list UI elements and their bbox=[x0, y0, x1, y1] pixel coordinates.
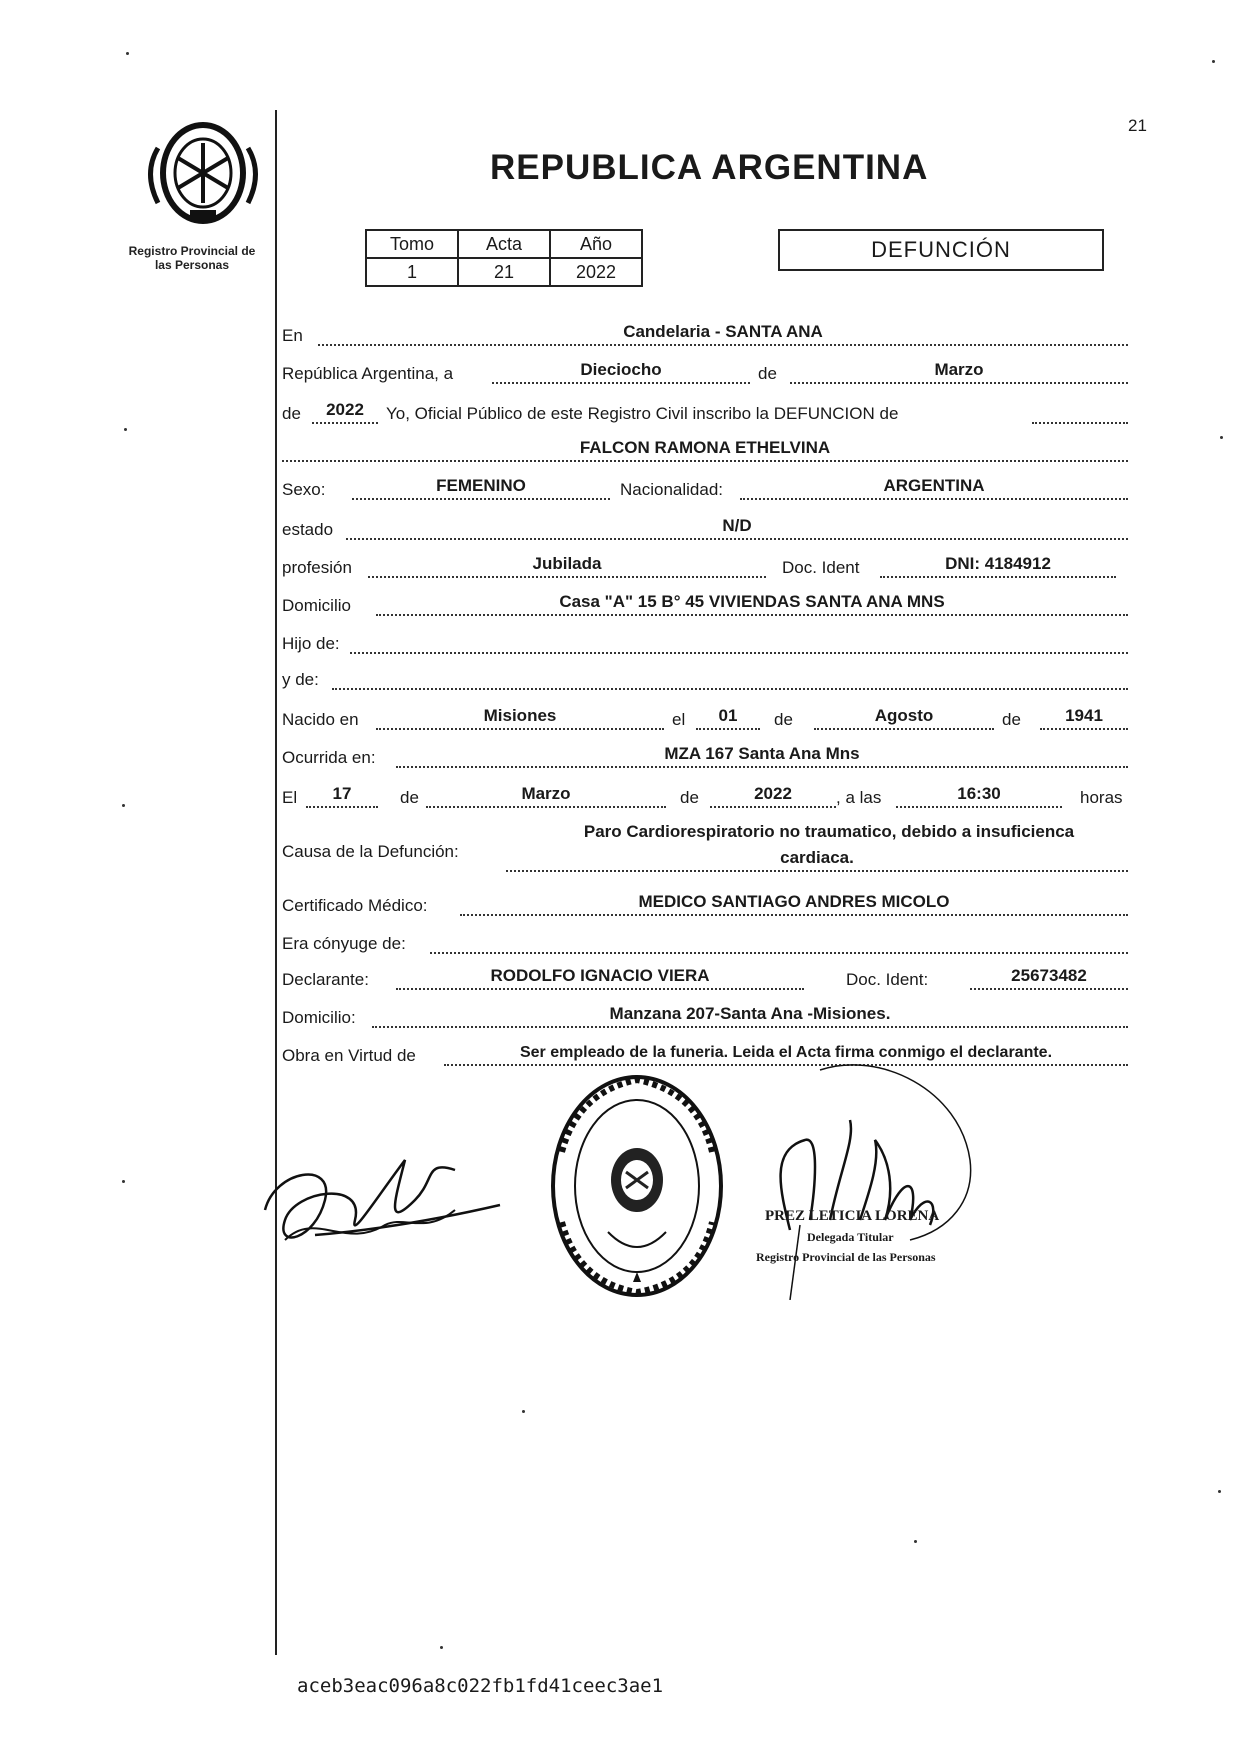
row-domicilio-declarante bbox=[280, 1000, 1130, 1030]
official-organization: Registro Provincial de las Personas bbox=[756, 1250, 936, 1264]
causa-line2: cardiaca. bbox=[780, 848, 854, 867]
el2-label: El bbox=[282, 788, 298, 807]
en-label: En bbox=[282, 326, 303, 345]
scan-speck bbox=[1220, 436, 1223, 439]
estado-label: estado bbox=[282, 520, 334, 539]
declarante-doc-label: Doc. Ident: bbox=[846, 970, 929, 989]
row-domicilio bbox=[280, 588, 1130, 618]
republica-label: República Argentina, a bbox=[282, 364, 454, 383]
conyuge-field bbox=[430, 926, 1128, 954]
domicilio-value: Casa "A" 15 B° 45 VIVIENDAS SANTA ANA MNS bbox=[559, 592, 945, 611]
nacionalidad-value: ARGENTINA bbox=[883, 476, 985, 495]
row-estado bbox=[280, 512, 1130, 542]
row-death-date bbox=[280, 780, 1130, 810]
row-sexo bbox=[280, 472, 1130, 502]
hijo-de-label: Hijo de: bbox=[282, 634, 340, 653]
domicilio-label: Domicilio bbox=[282, 596, 351, 615]
de-year-label: de bbox=[282, 404, 301, 423]
death-year-value: 2022 bbox=[754, 784, 792, 803]
margin-rule bbox=[275, 110, 277, 1655]
estado-value: N/D bbox=[722, 516, 752, 535]
month-value: Marzo bbox=[934, 360, 984, 379]
inscribo-text: Yo, Oficial Público de este Registro Civil inscribo la DEFUNCION de bbox=[386, 404, 899, 423]
certificado-value: MEDICO SANTIAGO ANDRES MICOLO bbox=[638, 892, 950, 911]
certificado-label: Certificado Médico: bbox=[282, 896, 428, 915]
row-en bbox=[280, 318, 1130, 348]
official-stamp bbox=[548, 1072, 726, 1300]
scan-speck bbox=[126, 52, 129, 55]
scan-speck bbox=[914, 1540, 917, 1543]
obra-label: Obra en Virtud de bbox=[282, 1046, 416, 1065]
official-name: PREZ LETICIA LORENA bbox=[765, 1208, 940, 1224]
ano-header: Año bbox=[550, 230, 642, 258]
causa-line1: Paro Cardiorespiratorio no traumatico, debido a insuficienca bbox=[583, 822, 1075, 841]
row-conyuge bbox=[280, 926, 1130, 956]
death-time-value: 16:30 bbox=[957, 784, 1001, 803]
death-day-value: 17 bbox=[332, 784, 352, 803]
page-number: 21 bbox=[1128, 116, 1147, 135]
sexo-label: Sexo: bbox=[282, 480, 326, 499]
el-label: el bbox=[672, 710, 686, 729]
deceased-name-value: FALCON RAMONA ETHELVINA bbox=[579, 438, 831, 457]
row-hijo-de bbox=[280, 626, 1130, 656]
domicilio2-label: Domicilio: bbox=[282, 1008, 356, 1027]
ano-value: 2022 bbox=[550, 258, 642, 286]
scan-speck bbox=[1218, 1490, 1221, 1493]
nacido-place-value: Misiones bbox=[483, 706, 557, 725]
row-certificado bbox=[280, 888, 1130, 918]
tomo-header: Tomo bbox=[366, 230, 458, 258]
row-ocurrida bbox=[280, 740, 1130, 770]
declarante-value: RODOLFO IGNACIO VIERA bbox=[490, 966, 710, 985]
year-value: 2022 bbox=[326, 400, 364, 419]
causa-label: Causa de la Defunción: bbox=[282, 842, 459, 861]
de-label: de bbox=[758, 364, 777, 383]
profesion-value: Jubilada bbox=[532, 554, 602, 573]
doc-ident-value: DNI: 4184912 bbox=[945, 554, 1051, 573]
official-title: Delegada Titular bbox=[807, 1230, 894, 1244]
acta-value: 21 bbox=[458, 258, 550, 286]
row-causa bbox=[280, 816, 1130, 874]
birth-day-value: 01 bbox=[718, 706, 738, 725]
scan-speck bbox=[1212, 60, 1215, 63]
declarant-signature bbox=[255, 1140, 505, 1270]
document-type-box: DEFUNCIÓN bbox=[778, 229, 1104, 271]
en-value: Candelaria - SANTA ANA bbox=[623, 322, 823, 341]
document-title: REPUBLICA ARGENTINA bbox=[490, 148, 929, 187]
birth-month-value: Agosto bbox=[874, 706, 934, 725]
birth-year-value: 1941 bbox=[1065, 706, 1103, 725]
a-las-label: , a las bbox=[836, 788, 882, 807]
obra-value: Ser empleado de la funeria. Leida el Acta firma conmigo el declarante. bbox=[519, 1044, 1053, 1061]
death-de2-label: de bbox=[680, 788, 699, 807]
scan-speck bbox=[122, 804, 125, 807]
row-y-de bbox=[280, 662, 1130, 692]
horas-label: horas bbox=[1080, 788, 1123, 807]
nacido-label: Nacido en bbox=[282, 710, 359, 729]
row-profesion bbox=[280, 550, 1130, 580]
scan-speck bbox=[440, 1646, 443, 1649]
document-hash: aceb3eac096a8c022fb1fd41ceec3ae1 bbox=[297, 1675, 664, 1697]
death-de-label: de bbox=[400, 788, 419, 807]
row-nacido bbox=[280, 702, 1130, 732]
scan-speck bbox=[522, 1410, 525, 1413]
conyuge-label: Era cónyuge de: bbox=[282, 934, 406, 953]
ocurrida-label: Ocurrida en: bbox=[282, 748, 376, 767]
nacionalidad-label: Nacionalidad: bbox=[620, 480, 724, 499]
profesion-label: profesión bbox=[282, 558, 352, 577]
ocurrida-value: MZA 167 Santa Ana Mns bbox=[664, 744, 860, 763]
inscribo-trailing-field bbox=[1032, 396, 1128, 424]
acta-header: Acta bbox=[458, 230, 550, 258]
domicilio2-value: Manzana 207-Santa Ana -Misiones. bbox=[609, 1004, 891, 1023]
scan-speck bbox=[122, 1180, 125, 1183]
hijo-de-field bbox=[350, 626, 1128, 654]
row-republica bbox=[280, 356, 1130, 386]
reference-table bbox=[365, 229, 643, 287]
death-month-value: Marzo bbox=[521, 784, 571, 803]
row-deceased-name bbox=[280, 434, 1130, 464]
row-obra bbox=[280, 1038, 1130, 1068]
declarante-label: Declarante: bbox=[282, 970, 369, 989]
provincial-logo bbox=[138, 118, 268, 228]
birth-de2-label: de bbox=[1002, 710, 1021, 729]
y-de-label: y de: bbox=[282, 670, 319, 689]
row-inscribo bbox=[280, 396, 1130, 426]
tomo-value: 1 bbox=[366, 258, 458, 286]
scan-speck bbox=[124, 428, 127, 431]
organization-name: Registro Provincial de las Personas bbox=[128, 244, 256, 272]
day-value: Dieciocho bbox=[580, 360, 662, 379]
sexo-value: FEMENINO bbox=[436, 476, 526, 495]
y-de-field bbox=[332, 662, 1128, 690]
birth-de-label: de bbox=[774, 710, 793, 729]
declarante-doc-value: 25673482 bbox=[1011, 966, 1087, 985]
doc-ident-label: Doc. Ident bbox=[782, 558, 860, 577]
row-declarante bbox=[280, 962, 1130, 992]
